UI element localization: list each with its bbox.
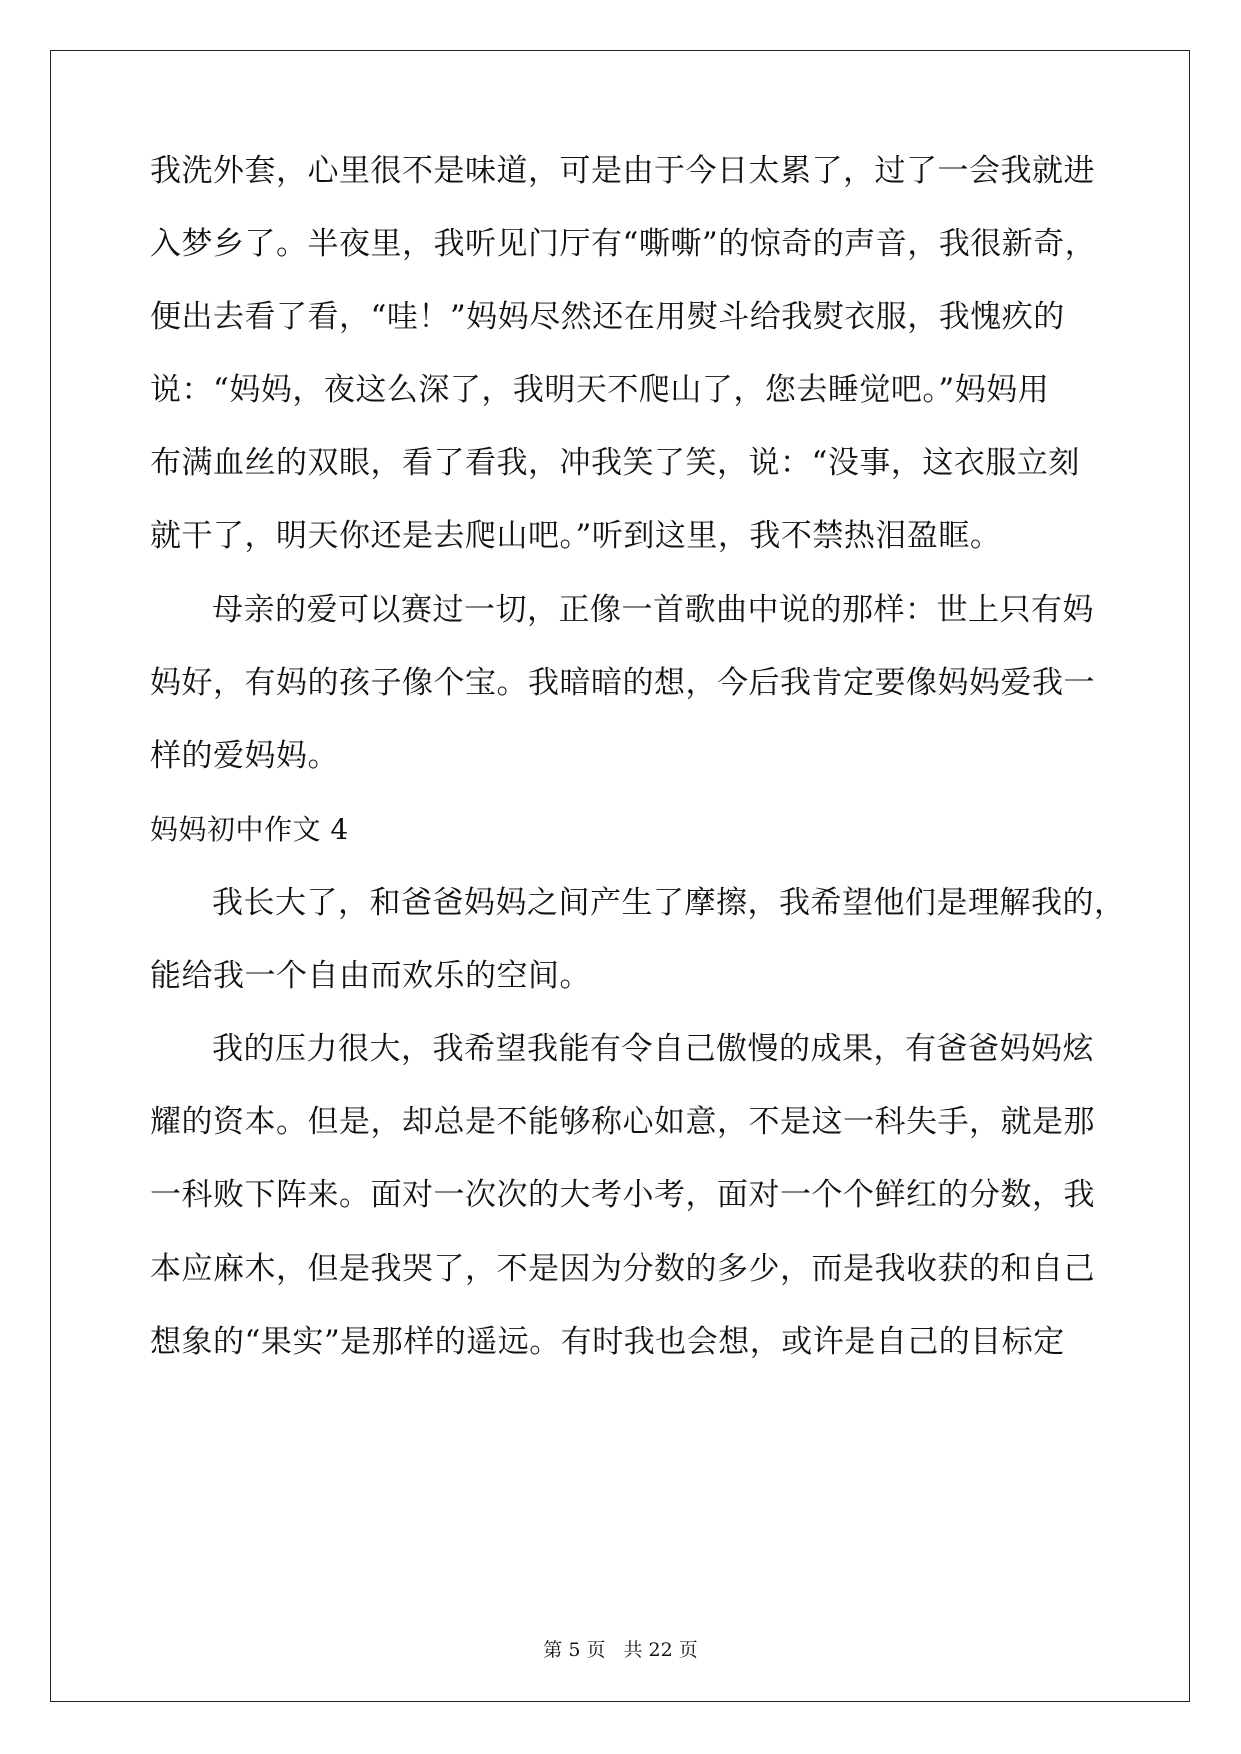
section-heading: 妈妈初中作文 4 [150, 813, 349, 846]
text-line: 我洗外套，心里很不是味道，可是由于今日太累了，过了一会我就进 [150, 153, 1095, 189]
text-line: 就干了，明天你还是去爬山吧。”听到这里，我不禁热泪盈眶。 [150, 518, 1002, 554]
text-line: 便出去看了看，“哇！”妈妈尽然还在用熨斗给我熨衣服，我愧疚的 [150, 299, 1065, 335]
paragraph-first-line: 我的压力很大，我希望我能有令自己傲慢的成果，有爸爸妈妈炫 [212, 1031, 1094, 1067]
text-line: 妈好，有妈的孩子像个宝。我暗暗的想，今后我肯定要像妈妈爱我一 [150, 665, 1095, 701]
paragraph-first-line: 我长大了，和爸爸妈妈之间产生了摩擦，我希望他们是理解我的， [212, 885, 1126, 921]
text-line: 一科败下阵来。面对一次次的大考小考，面对一个个鲜红的分数，我 [150, 1177, 1095, 1213]
text-line: 本应麻木，但是我哭了，不是因为分数的多少，而是我收获的和自己 [150, 1251, 1095, 1287]
page-total: 共 22 页 [623, 1639, 698, 1661]
paragraph-first-line: 母亲的爱可以赛过一切，正像一首歌曲中说的那样：世上只有妈 [212, 592, 1094, 628]
text-line: 想象的“果实”是那样的遥远。有时我也会想，或许是自己的目标定 [150, 1324, 1065, 1360]
text-line: 样的爱妈妈。 [150, 738, 339, 774]
text-line: 说：“妈妈，夜这么深了，我明天不爬山了，您去睡觉吧。”妈妈用 [150, 372, 1050, 408]
page-number: 第 5 页 [543, 1639, 606, 1661]
text-line: 耀的资本。但是，却总是不能够称心如意，不是这一科失手，就是那 [150, 1104, 1095, 1140]
text-line: 入梦乡了。半夜里，我听见门厅有“嘶嘶”的惊奇的声音，我很新奇， [150, 226, 1097, 262]
text-line: 布满血丝的双眼，看了看我，冲我笑了笑，说：“没事，这衣服立刻 [150, 445, 1080, 481]
page-footer [0, 1638, 1241, 1662]
text-line: 能给我一个自由而欢乐的空间。 [150, 958, 591, 994]
